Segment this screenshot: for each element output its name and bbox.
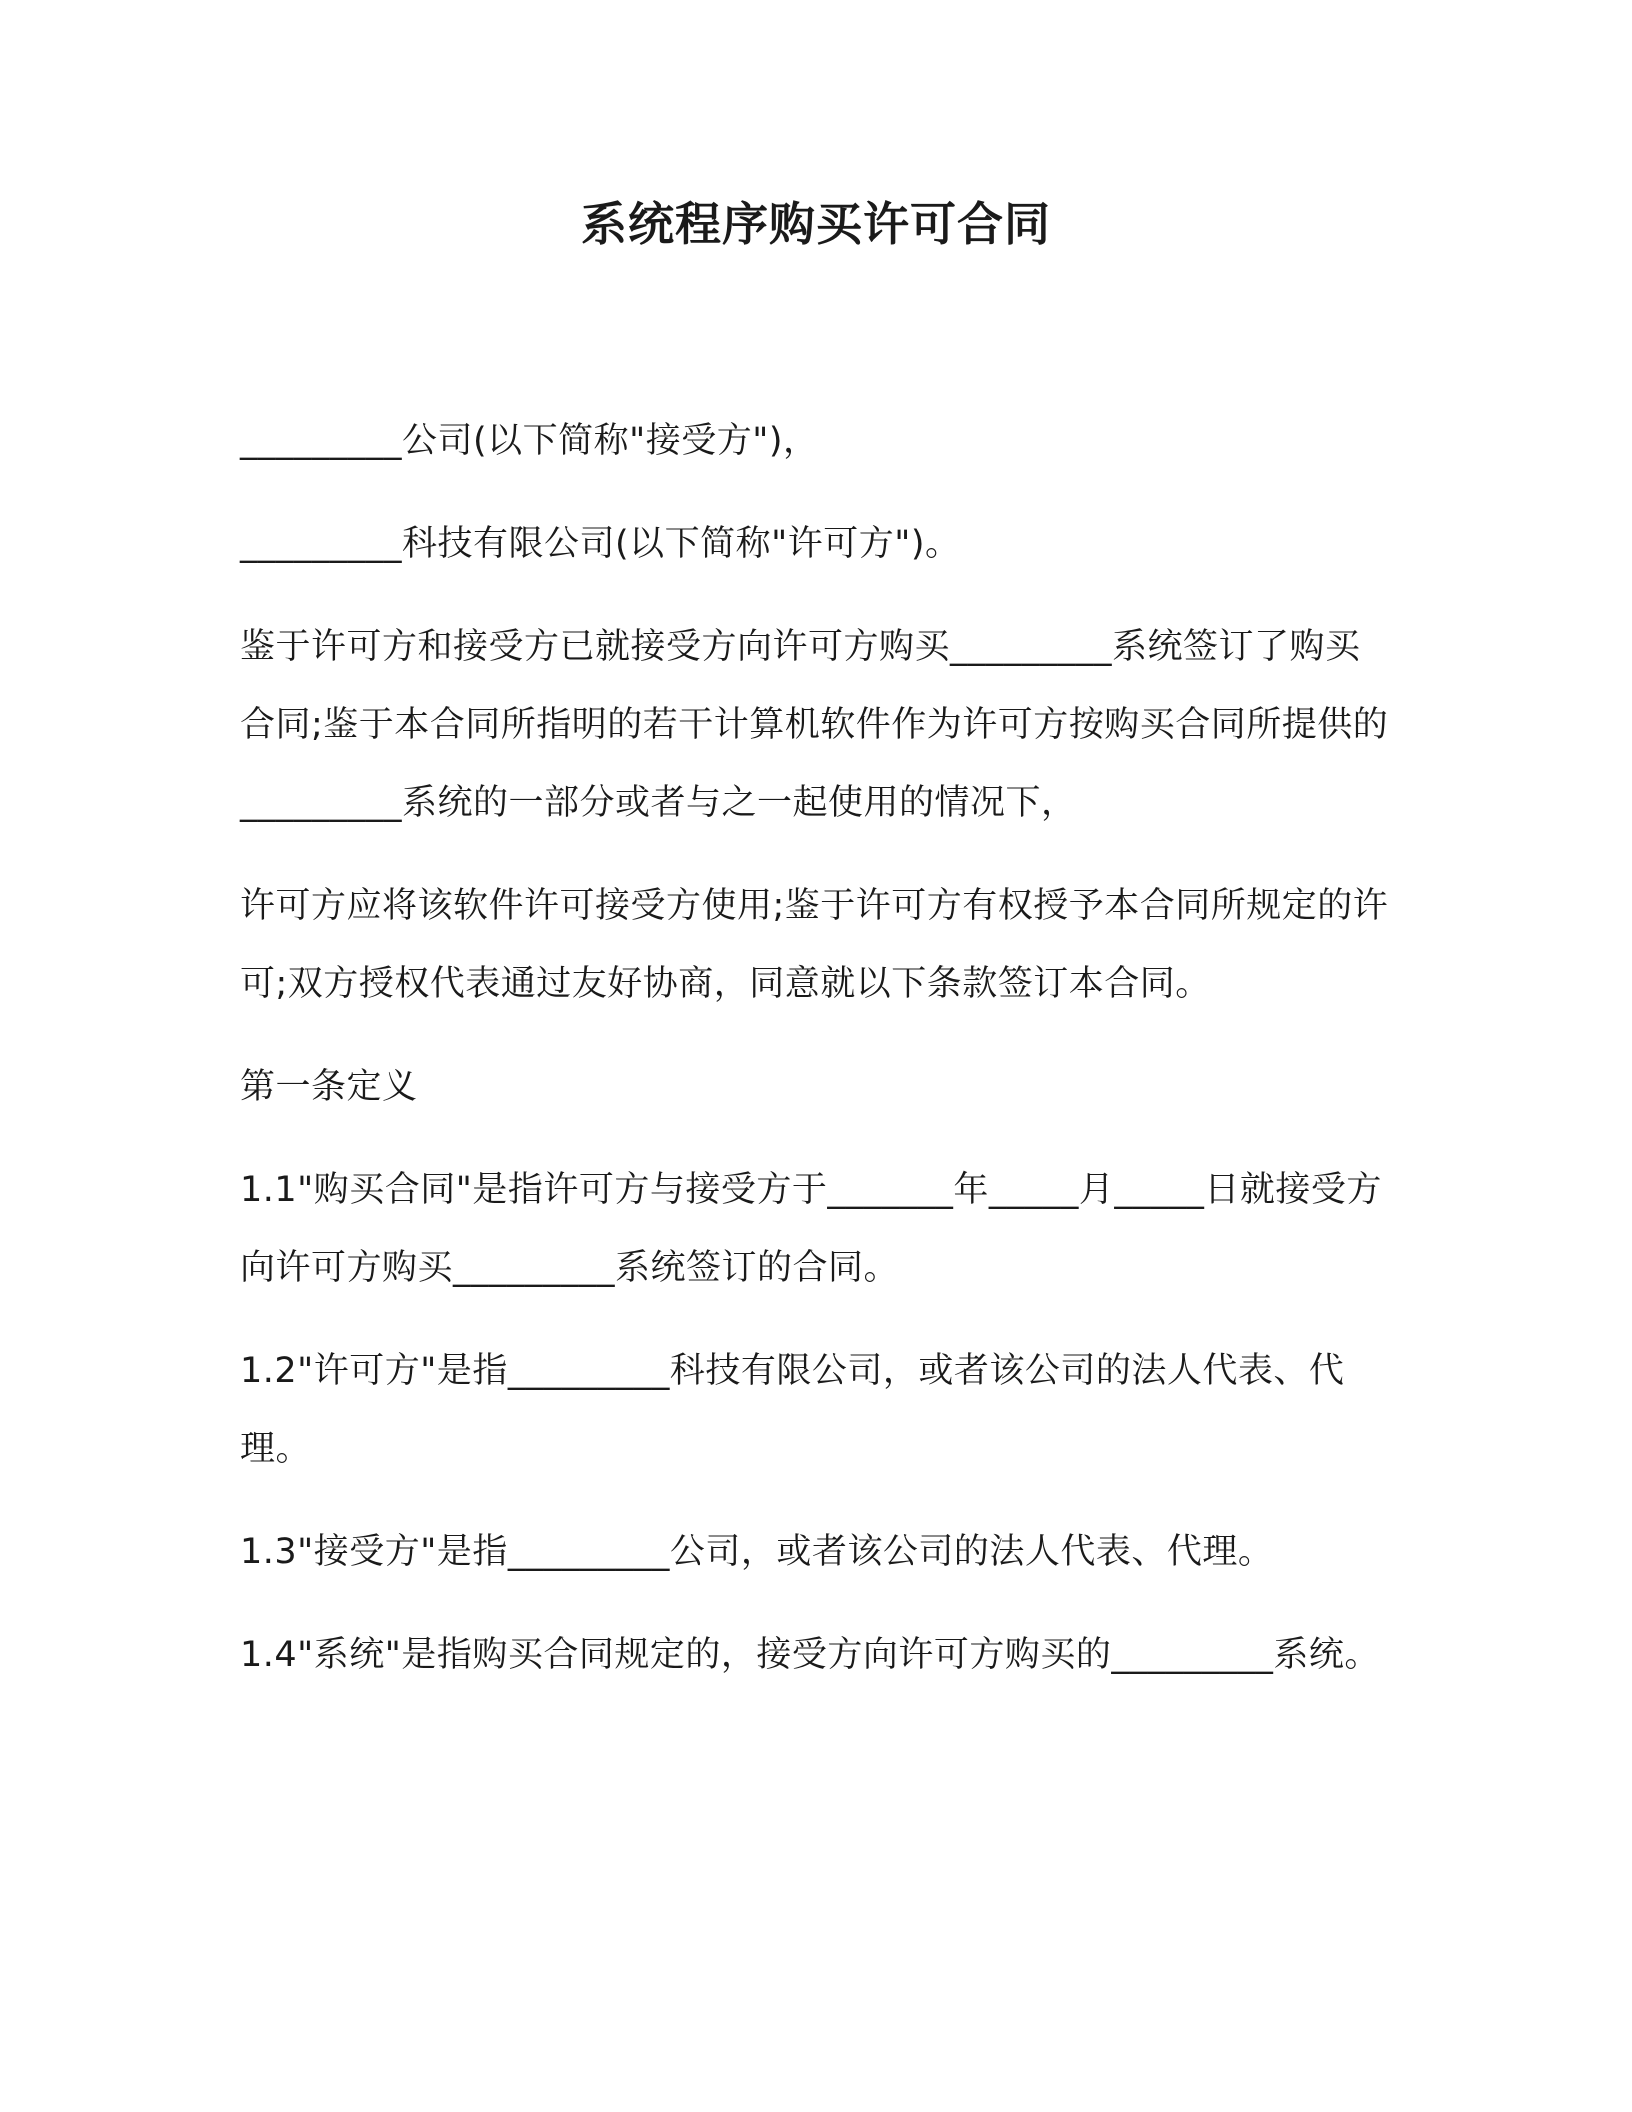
clause-1-1: 1.1"购买合同"是指许可方与接受方于_______年_____月_____日就接受方向许可方购买_________系统签订的合同。 <box>240 1170 1382 1288</box>
document-title: 系统程序购买许可合同 <box>581 197 1051 251</box>
recital-paragraph-2: 许可方应将该软件许可接受方使用;鉴于许可方有权授予本合同所规定的许可;双方授权代表通过友好协商，同意就以下条款签订本合同。 <box>240 886 1389 1004</box>
party-licensor-line: _________科技有限公司(以下简称"许可方")。 <box>240 524 961 564</box>
clause-1-3: 1.3"接受方"是指_________公司，或者该公司的法人代表、代理。 <box>240 1532 1274 1572</box>
clause-1-4: 1.4"系统"是指购买合同规定的，接受方向许可方购买的_________系统。 <box>240 1635 1380 1675</box>
document-body <box>240 402 1390 1719</box>
recital-paragraph-1: 鉴于许可方和接受方已就接受方向许可方购买_________系统签订了购买合同;鉴于本合同所指明的若干计算机软件作为许可方按购买合同所提供的_________系统的一部分或者与之一起使用的情况下， <box>240 627 1389 823</box>
section-heading-definitions: 第一条定义 <box>240 1067 418 1107</box>
clause-1-2: 1.2"许可方"是指_________科技有限公司，或者该公司的法人代表、代理。 <box>240 1351 1345 1469</box>
party-receiver-line: _________公司(以下简称"接受方")， <box>240 421 819 461</box>
